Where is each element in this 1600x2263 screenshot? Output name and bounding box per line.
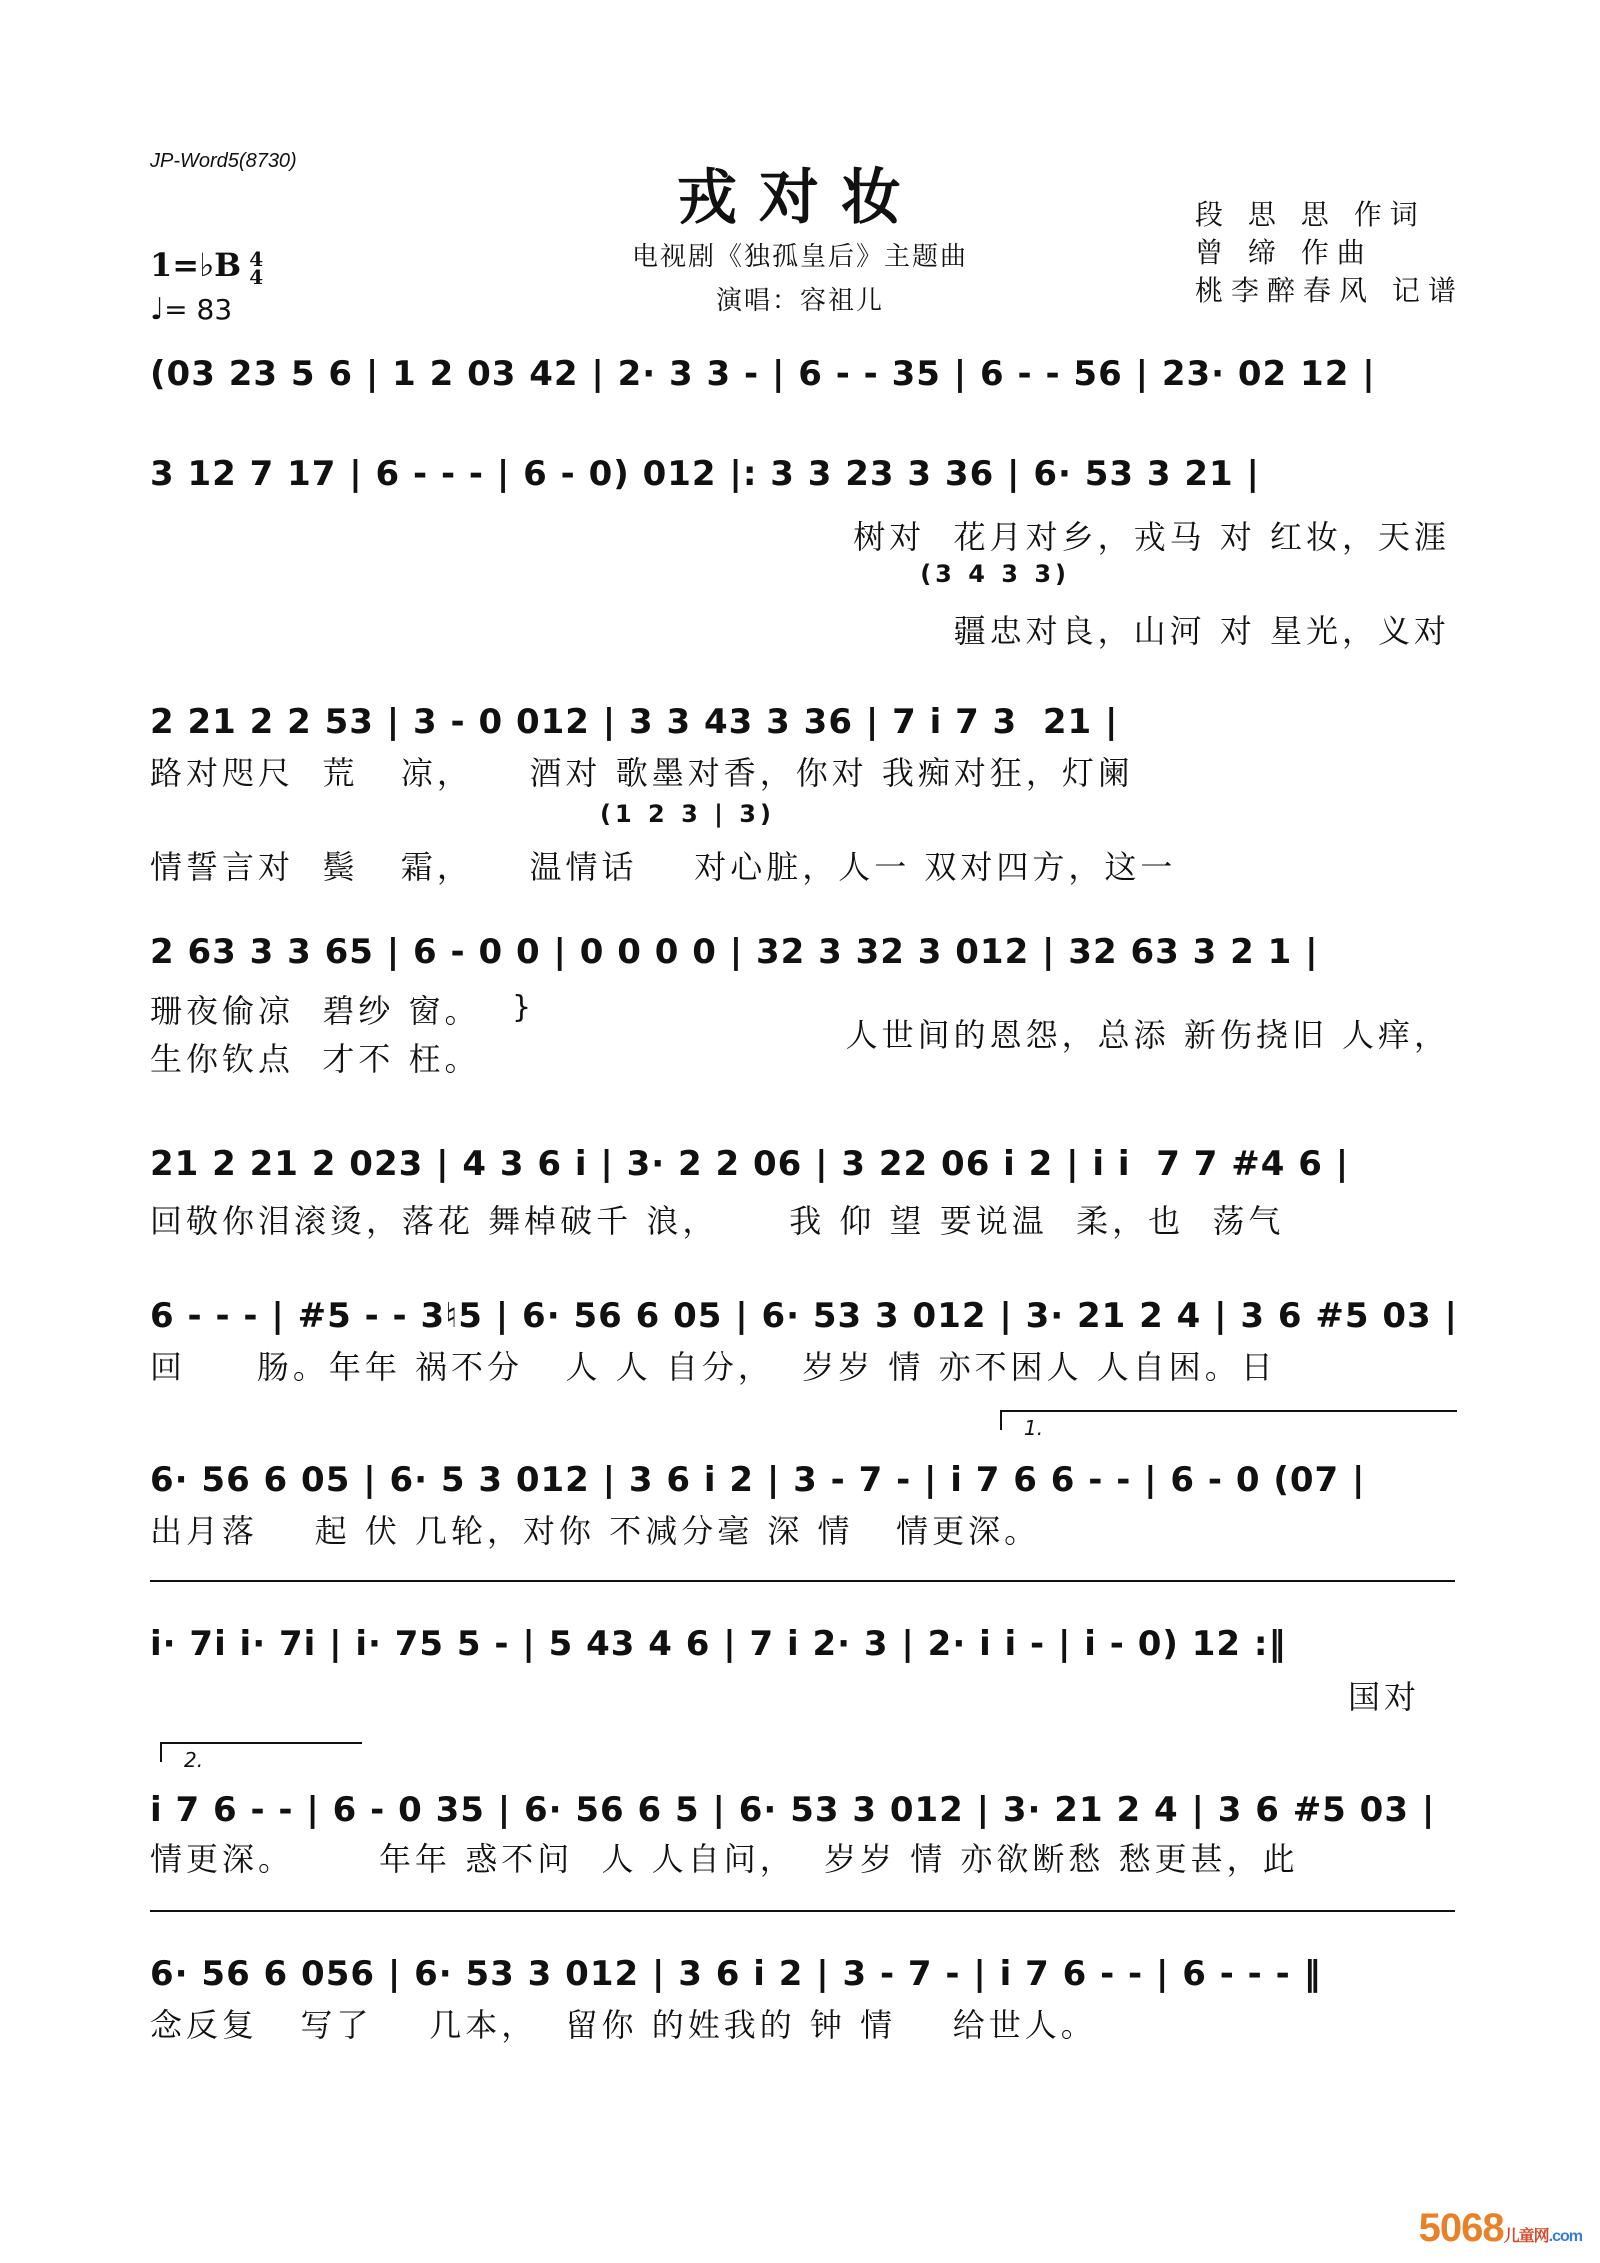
notation-text: 6· 56 6 056 | 6· 53 3 012 | 3 6 i 2 | 3 - 7 - | i 7 6 - - | 6 - - - ‖ [150, 1954, 1322, 1994]
time-signature [249, 246, 264, 289]
logo-suffix: 儿童网 [1503, 2228, 1549, 2245]
alt-notes: (3 4 3 3) [920, 560, 1070, 588]
lyric-line: 出月落 起 伏 几轮，对你 不减分毫 深 情 情更深。 [150, 1512, 1041, 1550]
transcriber-credit: 桃李醉春风 记谱 [1195, 274, 1464, 307]
lyric-line: 回敬你泪滚烫，落花 舞棹破千 浪， 我 仰 望 要说温 柔，也 荡气 [150, 1202, 1285, 1240]
rule-line [150, 1910, 1455, 1912]
song-title: 戎对妆 [677, 163, 923, 233]
notation-text: 6· 56 6 05 | 6· 5 3 012 | 3 6 i 2 | 3 - 7 - | i 7 6 6 - - | 6 - 0 (07 | [150, 1460, 1366, 1500]
music-line-5 [150, 1130, 1455, 1200]
notation-text: 6 - - - | #5 - - 3♮5 | 6· 56 6 05 | 6· 53 3 012 | 3· 21 2 4 | 3 6 #5 03 | [150, 1296, 1458, 1336]
music-line-4 [150, 918, 1455, 988]
lyric-line: 情更深。 年年 惑不问 人 人自问， 岁岁 情 亦欲断愁 愁更甚，此 [150, 1840, 1299, 1878]
volta-label-1: 1. [1024, 1416, 1044, 1440]
lyric-line: 情誓言对 鬓 霜， 温情话 对心脏，人一 双对四方，这一 [150, 848, 1177, 886]
music-line-1 [150, 340, 1455, 410]
song-subtitle: 电视剧《独孤皇后》主题曲 [631, 242, 968, 272]
key-label: 1=♭B [150, 246, 242, 284]
lyric-line: 国对 [1347, 1678, 1420, 1716]
lyric-line: 路对咫尺 荒 凉， 酒对 歌墨对香，你对 我痴对狂，灯阑 [150, 754, 1134, 792]
tempo-marking [150, 292, 232, 327]
notation-text: i 7 6 - - | 6 - 0 35 | 6· 56 6 5 | 6· 53 3 012 | 3· 21 2 4 | 3 6 #5 03 | [150, 1790, 1436, 1830]
credits-block [1195, 196, 1464, 310]
software-label: JP-Word5(8730) [150, 150, 297, 172]
time-bottom: 4 [249, 264, 264, 289]
notation-text: (03 23 5 6 | 1 2 03 42 | 2· 3 3 - | 6 - - 35 | 6 - - 56 | 23· 02 12 | [150, 354, 1376, 394]
music-line-2 [150, 440, 1455, 510]
notation-text: 21 2 21 2 023 | 4 3 6 i | 3· 2 2 06 | 3 22 06 i 2 | i i 7 7 #4 6 | [150, 1144, 1350, 1184]
tempo-value: = 83 [164, 293, 233, 326]
lyric-line: 人世间的恩怨，总添 新伤挠旧 人痒， [845, 1016, 1450, 1054]
lyricist-credit: 段 思 思 作词 [1195, 198, 1426, 231]
lyric-line: 生你钦点 才不 枉。 [150, 1040, 481, 1078]
key-signature [150, 246, 264, 289]
quarter-note-icon: ♩ [150, 292, 165, 327]
logo-domain: .com [1548, 2228, 1582, 2245]
lyric-line: 回 肠。年年 祸不分 人 人 自分， 岁岁 情 亦不困人 人自困。日 [150, 1348, 1277, 1386]
lyric-line: 树对 花月对乡，戎马 对 红妆，天涯 [853, 518, 1450, 556]
singer-credit: 演唱：容祖儿 [715, 286, 884, 316]
notation-text: 2 21 2 2 53 | 3 - 0 012 | 3 3 43 3 36 | 7 i 7 3 21 | [150, 702, 1119, 742]
time-top: 4 [249, 246, 264, 271]
lyric-line: 珊夜偷凉 碧纱 窗。 [150, 992, 481, 1030]
logo-text: 5068 [1418, 2206, 1504, 2250]
volta-label-2: 2. [184, 1748, 204, 1772]
site-logo [1419, 2206, 1582, 2251]
lyric-line: 念反复 写了 几本， 留你 的姓我的 钟 情 给世人。 [150, 2006, 1097, 2044]
notation-text: 2 63 3 3 65 | 6 - 0 0 | 0 0 0 0 | 32 3 32 3 012 | 32 63 3 2 1 | [150, 932, 1319, 972]
notation-text: 3 12 7 17 | 6 - - - | 6 - 0) 012 |: 3 3 23 3 36 | 6· 53 3 21 | [150, 454, 1260, 494]
volta-bracket-1 [1000, 1410, 1457, 1430]
volta-continuation-line [150, 1580, 1455, 1582]
composer-credit: 曾 缔 作曲 [1195, 236, 1373, 269]
brace-icon: } [512, 990, 532, 1025]
music-line-8 [150, 1610, 1455, 1680]
notation-text: i· 7i i· 7i | i· 75 5 - | 5 43 4 6 | 7 i 2· 3 | 2· i i - | i - 0) 12 :‖ [150, 1624, 1287, 1664]
lyric-line: 疆忠对良，山河 对 星光，义对 [953, 612, 1450, 650]
alt-notes: (1 2 3 | 3) [600, 800, 775, 828]
